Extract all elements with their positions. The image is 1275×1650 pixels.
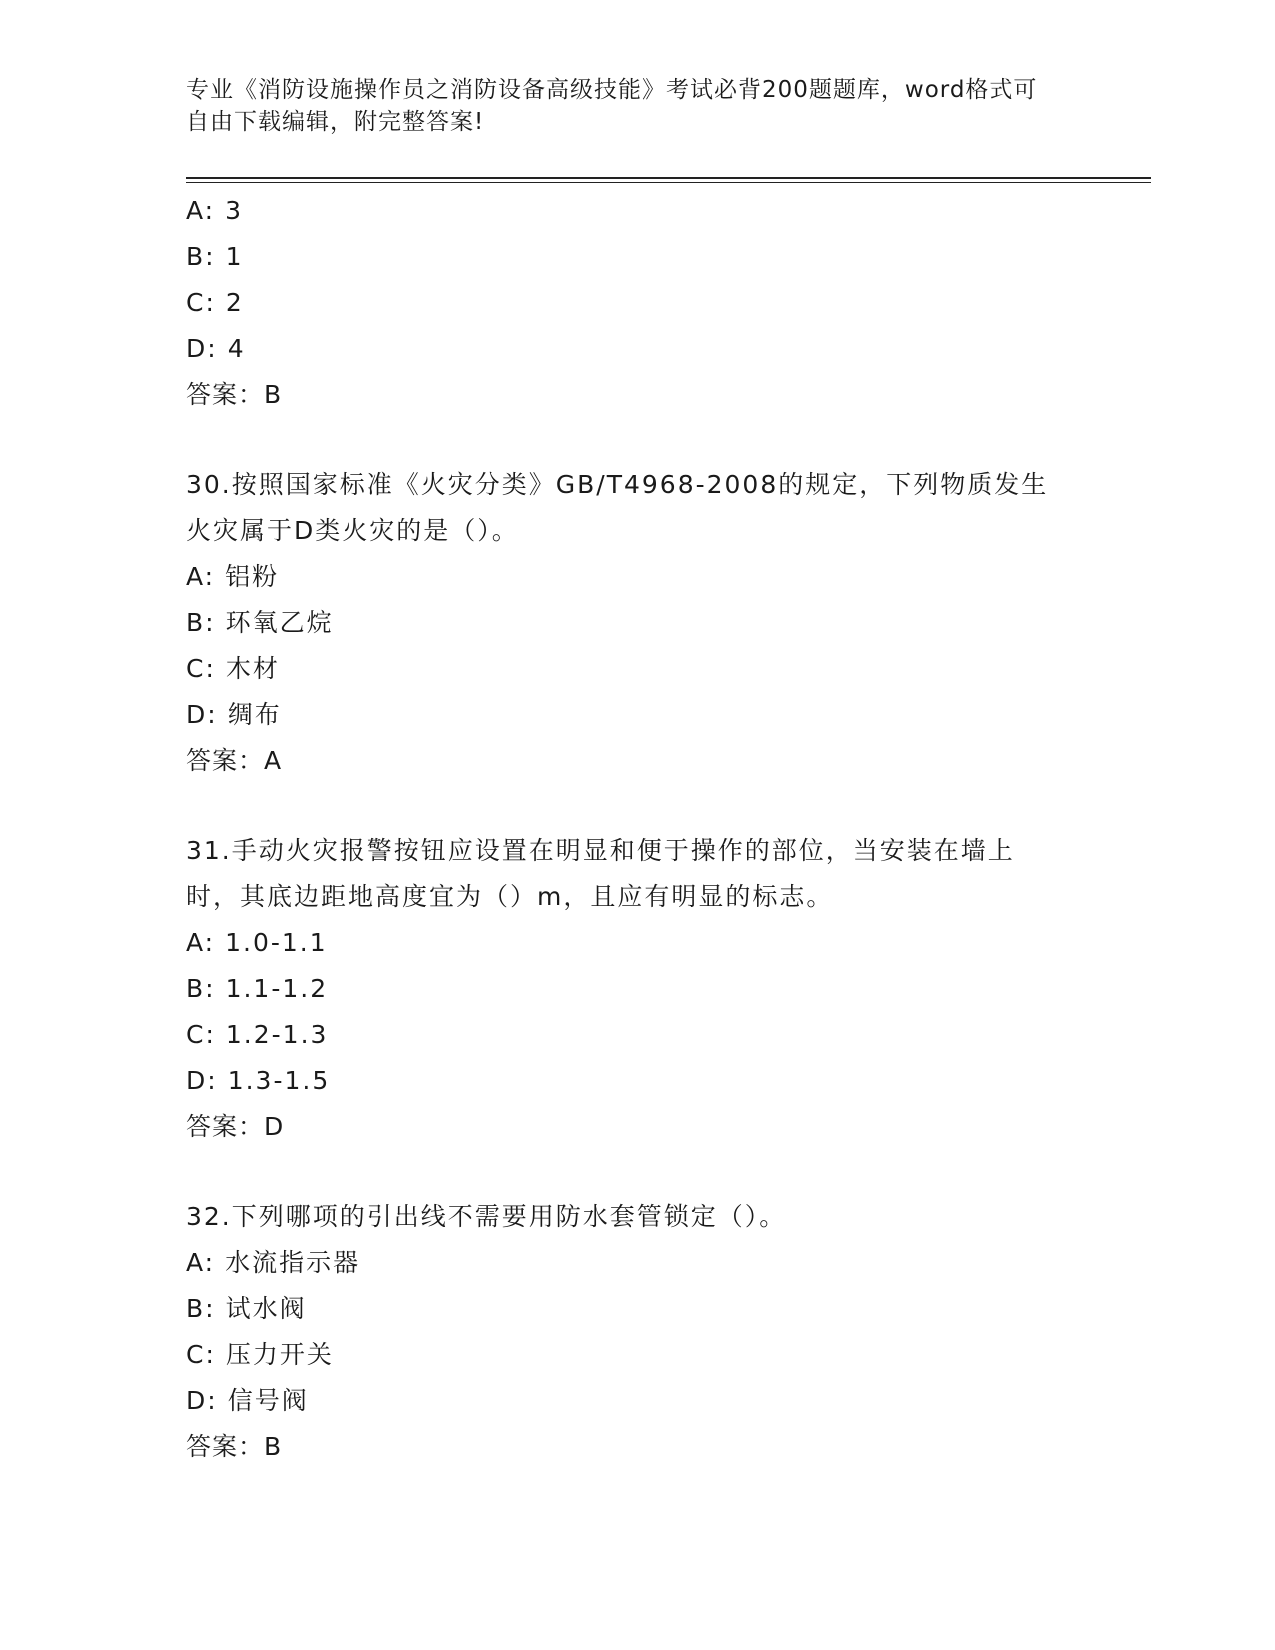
option-text: 1.2-1.3 xyxy=(225,1020,329,1049)
option-text: 绸布 xyxy=(227,700,282,729)
question-32 xyxy=(186,1194,1086,1470)
option-text: 木材 xyxy=(225,654,280,683)
option-c xyxy=(186,646,1086,692)
option-text: 1.0-1.1 xyxy=(225,928,328,957)
option-c xyxy=(186,280,1086,326)
option-c xyxy=(186,1012,1086,1058)
option-text: 试水阀 xyxy=(225,1294,307,1323)
header-line-1: 专业《消防设施操作员之消防设备高级技能》考试必背200题题库，word格式可 xyxy=(186,77,1038,103)
option-letter: B: xyxy=(186,242,216,271)
option-c xyxy=(186,1332,1086,1378)
question-31 xyxy=(186,828,1086,1150)
option-a xyxy=(186,554,1086,600)
option-text: 2 xyxy=(225,288,244,317)
option-text: 水流指示器 xyxy=(225,1248,361,1277)
option-text: 1 xyxy=(225,242,244,271)
option-text: 环氧乙烷 xyxy=(225,608,334,637)
answer-line: 答案：D xyxy=(186,1112,285,1141)
option-letter: D: xyxy=(186,1066,218,1095)
option-text: 铝粉 xyxy=(225,562,280,591)
spacer xyxy=(186,418,1086,462)
question-text-line-1: 30.按照国家标准《火灾分类》GB/T4968-2008的规定，下列物质发生 xyxy=(186,470,1049,499)
answer-line: 答案：B xyxy=(186,380,283,409)
question-text-line-2: 时，其底边距地高度宜为（）m，且应有明显的标志。 xyxy=(186,882,834,911)
option-text: 4 xyxy=(227,334,246,363)
question-text-line-1: 32.下列哪项的引出线不需要用防水套管锁定（）。 xyxy=(186,1202,787,1231)
question-list xyxy=(186,188,1086,1470)
option-b xyxy=(186,234,1086,280)
option-letter: C: xyxy=(186,288,216,317)
option-letter: D: xyxy=(186,700,218,729)
option-text: 1.3-1.5 xyxy=(227,1066,331,1095)
option-letter: B: xyxy=(186,974,216,1003)
option-text: 3 xyxy=(225,196,243,225)
question-29 xyxy=(186,188,1086,418)
spacer xyxy=(186,1150,1086,1194)
option-letter: A: xyxy=(186,1248,216,1277)
answer-line: 答案：A xyxy=(186,746,283,775)
answer-line: 答案：B xyxy=(186,1432,283,1461)
option-b xyxy=(186,600,1086,646)
option-a xyxy=(186,920,1086,966)
option-text: 压力开关 xyxy=(225,1340,334,1369)
option-d xyxy=(186,326,1086,372)
option-letter: C: xyxy=(186,654,216,683)
option-a xyxy=(186,188,1086,234)
option-letter: C: xyxy=(186,1020,216,1049)
header-rule-thin xyxy=(186,182,1151,183)
question-30 xyxy=(186,462,1086,784)
option-letter: D: xyxy=(186,334,218,363)
question-text-line-1: 31.手动火灾报警按钮应设置在明显和便于操作的部位，当安装在墙上 xyxy=(186,836,1015,865)
option-d xyxy=(186,1378,1086,1424)
option-letter: A: xyxy=(186,928,216,957)
option-d xyxy=(186,692,1086,738)
question-text-line-2: 火灾属于D类火灾的是（）。 xyxy=(186,516,519,545)
option-letter: A: xyxy=(186,196,216,225)
option-letter: C: xyxy=(186,1340,216,1369)
option-letter: A: xyxy=(186,562,216,591)
option-a xyxy=(186,1240,1086,1286)
header-rule-thick xyxy=(186,177,1151,179)
option-text: 信号阀 xyxy=(227,1386,309,1415)
option-text: 1.1-1.2 xyxy=(225,974,329,1003)
option-letter: D: xyxy=(186,1386,218,1415)
document-header xyxy=(186,74,1066,138)
option-d xyxy=(186,1058,1086,1104)
option-b xyxy=(186,966,1086,1012)
option-b xyxy=(186,1286,1086,1332)
option-letter: B: xyxy=(186,1294,216,1323)
spacer xyxy=(186,784,1086,828)
option-letter: B: xyxy=(186,608,216,637)
header-line-2: 自由下载编辑，附完整答案! xyxy=(186,109,485,135)
